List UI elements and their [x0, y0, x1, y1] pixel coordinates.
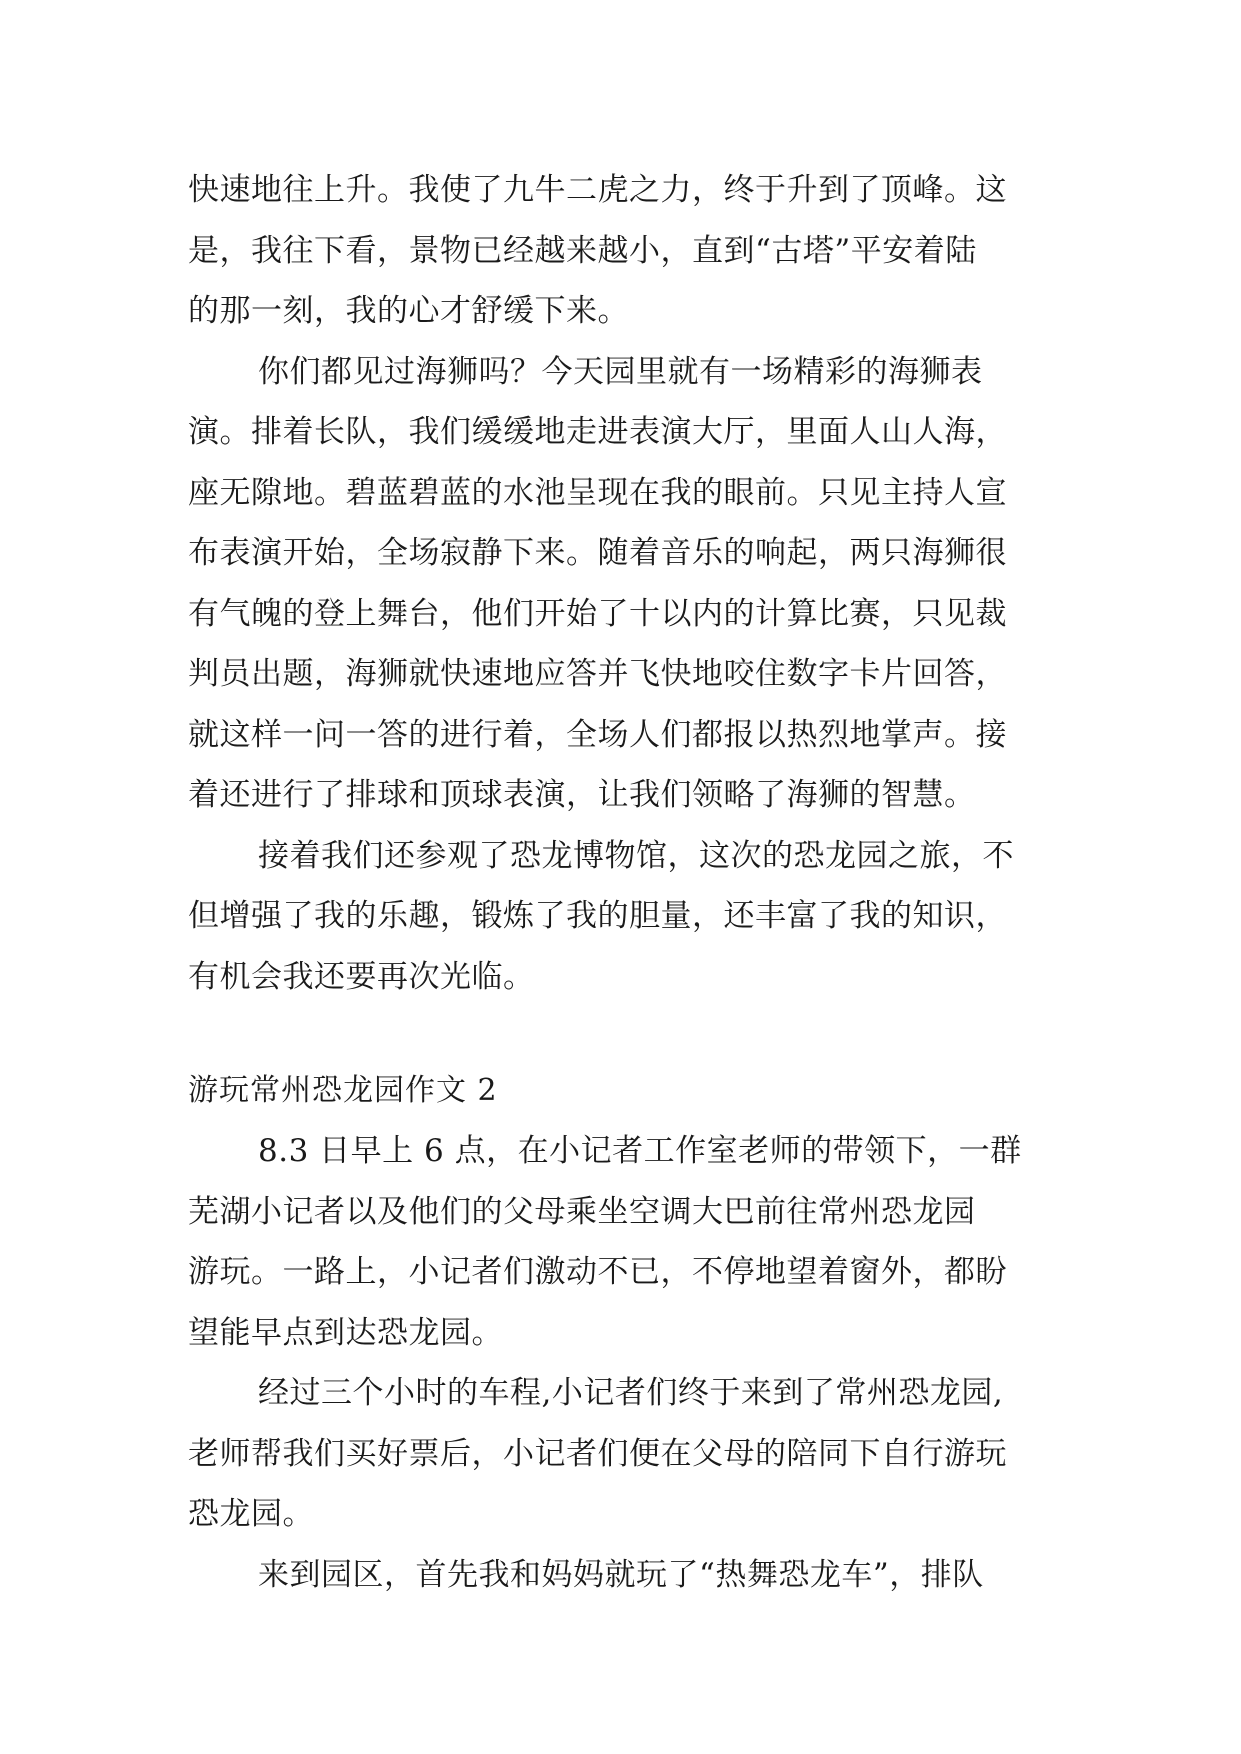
text-line: 恐龙园。 — [188, 1496, 314, 1532]
text-line: 演。排着长队，我们缓缓地走进表演大厅，里面人山人海， — [188, 414, 1007, 450]
text-line: 就这样一问一答的进行着，全场人们都报以热烈地掌声。接 — [188, 716, 1007, 753]
text-line: 有气魄的登上舞台，他们开始了十以内的计算比赛，只见裁 — [188, 595, 1007, 632]
text-line: 有机会我还要再次光临。 — [188, 958, 535, 995]
text-line: 游玩。一路上，小记者们激动不已，不停地望着窗外，都盼 — [188, 1254, 1007, 1290]
text-line: 但增强了我的乐趣，锻炼了我的胆量，还丰富了我的知识， — [188, 898, 1007, 934]
section-spacer — [188, 1007, 1058, 1061]
paragraph-4 — [188, 1121, 1058, 1363]
text-line: 来到园区，首先我和妈妈就玩了“热舞恐龙车”，排队 — [258, 1556, 984, 1593]
paragraph-5 — [188, 1363, 1058, 1545]
text-line: 你们都见过海狮吗？今天园里就有一场精彩的海狮表 — [258, 353, 983, 390]
text-line: 经过三个小时的车程,小记者们终于来到了常州恐龙园, — [258, 1375, 1004, 1411]
paragraph-1 — [188, 160, 1058, 342]
text-line: 望能早点到达恐龙园。 — [188, 1314, 503, 1351]
text-line: 老师帮我们买好票后，小记者们便在父母的陪同下自行游玩 — [188, 1435, 1007, 1472]
text-line: 的那一刻，我的心才舒缓下来。 — [188, 293, 629, 329]
paragraph-6 — [188, 1545, 1058, 1606]
document-body — [188, 160, 1058, 1605]
text-line: 着还进行了排球和顶球表演，让我们领略了海狮的智慧。 — [188, 777, 976, 813]
text-line: 布表演开始，全场寂静下来。随着音乐的响起，两只海狮很 — [188, 535, 1007, 571]
text-line: 接着我们还参观了恐龙博物馆，这次的恐龙园之旅，不 — [258, 837, 1014, 874]
text-line: 快速地往上升。我使了九牛二虎之力，终于升到了顶峰。这 — [188, 172, 1007, 208]
text-line: 是，我往下看，景物已经越来越小，直到“古塔”平安着陆 — [188, 232, 977, 269]
text-line: 芜湖小记者以及他们的父母乘坐空调大巴前往常州恐龙园 — [188, 1193, 976, 1230]
section-title: 游玩常州恐龙园作文 2 — [188, 1073, 498, 1108]
text-line: 8.3 日早上 6 点，在小记者工作室老师的带领下，一群 — [258, 1133, 1022, 1169]
text-line: 判员出题，海狮就快速地应答并飞快地咬住数字卡片回答， — [188, 656, 1007, 692]
paragraph-3 — [188, 826, 1058, 1008]
paragraph-2 — [188, 342, 1058, 826]
text-line: 座无隙地。碧蓝碧蓝的水池呈现在我的眼前。只见主持人宣 — [188, 474, 1007, 511]
